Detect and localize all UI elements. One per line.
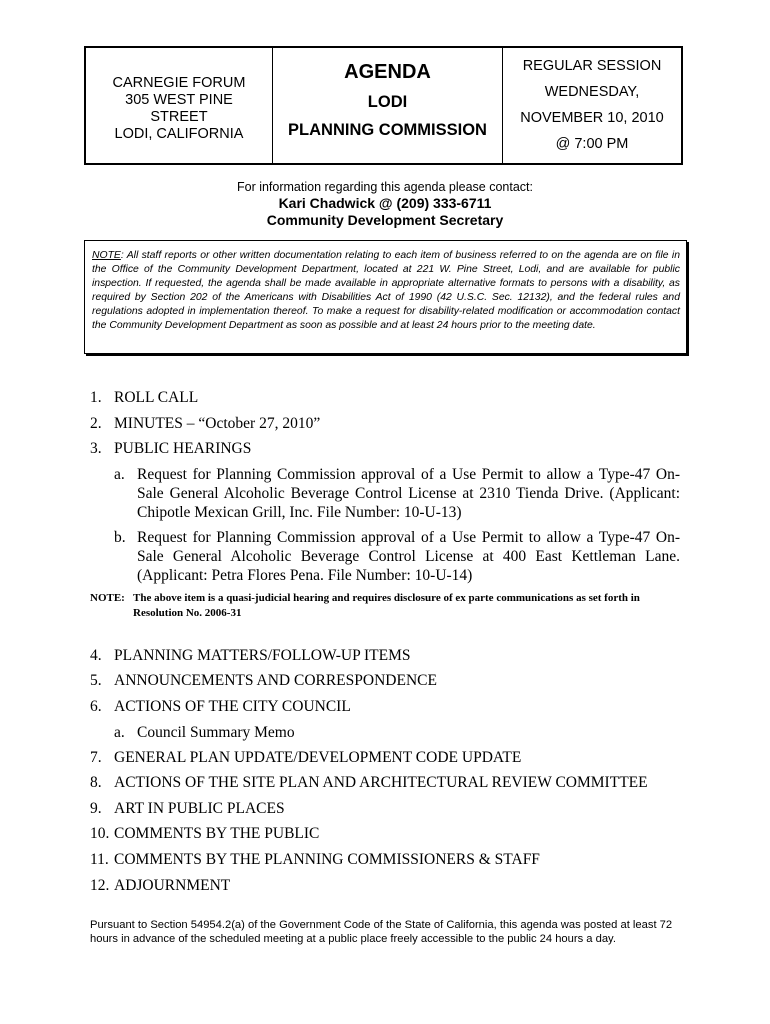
agenda-list bbox=[90, 388, 680, 901]
session-line: @ 7:00 PM bbox=[555, 136, 629, 152]
posting-statement: Pursuant to Section 54954.2(a) of the Government Code of the State of California, this agenda was posted at least 72 hours in advance of the scheduled meeting at a public place freely accessible to the public 24 hours a day. bbox=[90, 919, 673, 945]
item-text: ANNOUNCEMENTS AND CORRESPONDENCE bbox=[114, 672, 437, 690]
hearing-item bbox=[114, 528, 680, 585]
session-line: REGULAR SESSION bbox=[522, 58, 662, 74]
item-number: 7. bbox=[90, 748, 102, 766]
item-number: 1. bbox=[90, 389, 102, 406]
agenda-item bbox=[90, 646, 680, 672]
sub-letter: b. bbox=[114, 528, 126, 546]
location-line: CARNEGIE FORUM bbox=[112, 74, 246, 91]
item-number: 8. bbox=[90, 774, 102, 792]
item-number: 2. bbox=[90, 414, 102, 432]
item-text: ACTIONS OF THE SITE PLAN AND ARCHITECTURAL REVIEW COMMITTEE bbox=[114, 774, 648, 792]
item-text: ROLL CALL bbox=[114, 389, 199, 406]
agenda-item bbox=[90, 773, 680, 799]
commission-name: PLANNING COMMISSION bbox=[288, 121, 487, 139]
page-title: AGENDA bbox=[344, 61, 431, 83]
item-text: MINUTES – “October 27, 2010” bbox=[114, 414, 321, 432]
agenda-item bbox=[90, 850, 680, 876]
agenda-item bbox=[90, 799, 680, 825]
item-text: COMMENTS BY THE PLANNING COMMISSIONERS & STAFF bbox=[114, 850, 540, 868]
sub-text: Council Summary Memo bbox=[137, 723, 295, 741]
item-text: PLANNING MATTERS/FOLLOW-UP ITEMS bbox=[114, 646, 411, 664]
agenda-item bbox=[90, 748, 680, 774]
agenda-item bbox=[90, 671, 680, 697]
sub-letter: a. bbox=[114, 723, 125, 741]
sub-text: Request for Planning Commission approval of a Use Permit to allow a Type-47 On-Sale General Alcoholic Beverage Control License at 400 East Kettleman Lane. (Applicant: Petra Flores Pena. File Number: 10-U-14) bbox=[137, 528, 680, 584]
item-number: 10. bbox=[90, 825, 110, 843]
agenda-item bbox=[90, 388, 680, 414]
item-number: 4. bbox=[90, 646, 102, 664]
city-name: LODI bbox=[367, 93, 408, 111]
sub-text: Request for Planning Commission approval of a Use Permit to allow a Type-47 On-Sale General Alcoholic Beverage Control License at 2310 Tienda Drive. (Applicant: Chipotle Mexican Grill, Inc. File Number: 10-U-13) bbox=[137, 465, 680, 521]
agenda-item bbox=[90, 824, 680, 850]
item-text: GENERAL PLAN UPDATE/DEVELOPMENT CODE UPDATE bbox=[114, 748, 522, 766]
agenda-header-box bbox=[84, 46, 683, 165]
item-number: 3. bbox=[90, 440, 102, 458]
session-line: NOVEMBER 10, 2010 bbox=[520, 110, 664, 126]
item-number: 5. bbox=[90, 672, 102, 690]
hearing-note-label: NOTE: bbox=[90, 591, 125, 604]
location-line: LODI, CALIFORNIA bbox=[114, 125, 244, 142]
session-line: WEDNESDAY, bbox=[544, 84, 640, 100]
note-text: : All staff reports or other written documentation relating to each item of business referred to on the agenda are on file in the Office of the Community Development Department, located at 221 W. Pine Street, Lodi, and are available for public inspection. If requested, the agenda shall be made available in appropriate alternative formats to persons with a disability, as required by Section 202 of the Americans with Disabilities Act of 1990 (42 U.S.C. Sec. 12132), and the federal rules and regulations adopted in implementation thereof. To make a request for disability-related modification or accommodation contact the Community Development Department as soon as possible and at least 24 hours prior to the meeting date. bbox=[92, 250, 680, 331]
hearing-item bbox=[114, 465, 680, 522]
agenda-item bbox=[90, 697, 680, 723]
item-number: 6. bbox=[90, 697, 102, 715]
item-number: 9. bbox=[90, 799, 102, 817]
item-text: ACTIONS OF THE CITY COUNCIL bbox=[114, 697, 351, 715]
location-line: 305 WEST PINE bbox=[125, 91, 233, 108]
item-text: COMMENTS BY THE PUBLIC bbox=[114, 825, 320, 843]
item-number: 12. bbox=[90, 876, 110, 894]
location-line: STREET bbox=[150, 108, 208, 125]
agenda-item bbox=[90, 414, 680, 440]
contact-person: Kari Chadwick @ (209) 333-6711 bbox=[278, 195, 492, 211]
accessibility-note bbox=[84, 240, 687, 354]
contact-role: Community Development Secretary bbox=[266, 212, 504, 228]
council-item bbox=[114, 723, 680, 742]
item-text: ADJOURNMENT bbox=[114, 876, 231, 894]
contact-intro: For information regarding this agenda please contact: bbox=[236, 180, 533, 194]
session-info bbox=[503, 48, 681, 163]
note-label: NOTE bbox=[92, 250, 121, 261]
hearing-note-text: The above item is a quasi-judicial hearing and requires disclosure of ex parte communications as set forth in Resolution No. 2006-31 bbox=[133, 591, 640, 619]
agenda-item bbox=[90, 439, 680, 465]
agenda-item bbox=[90, 876, 680, 902]
item-number: 11. bbox=[90, 850, 109, 868]
meeting-location bbox=[86, 48, 273, 163]
hearing-note bbox=[90, 591, 680, 621]
agenda-title-block bbox=[273, 48, 503, 163]
contact-info bbox=[0, 180, 770, 229]
item-text: ART IN PUBLIC PLACES bbox=[114, 799, 285, 817]
item-text: PUBLIC HEARINGS bbox=[114, 440, 252, 458]
sub-letter: a. bbox=[114, 465, 125, 483]
